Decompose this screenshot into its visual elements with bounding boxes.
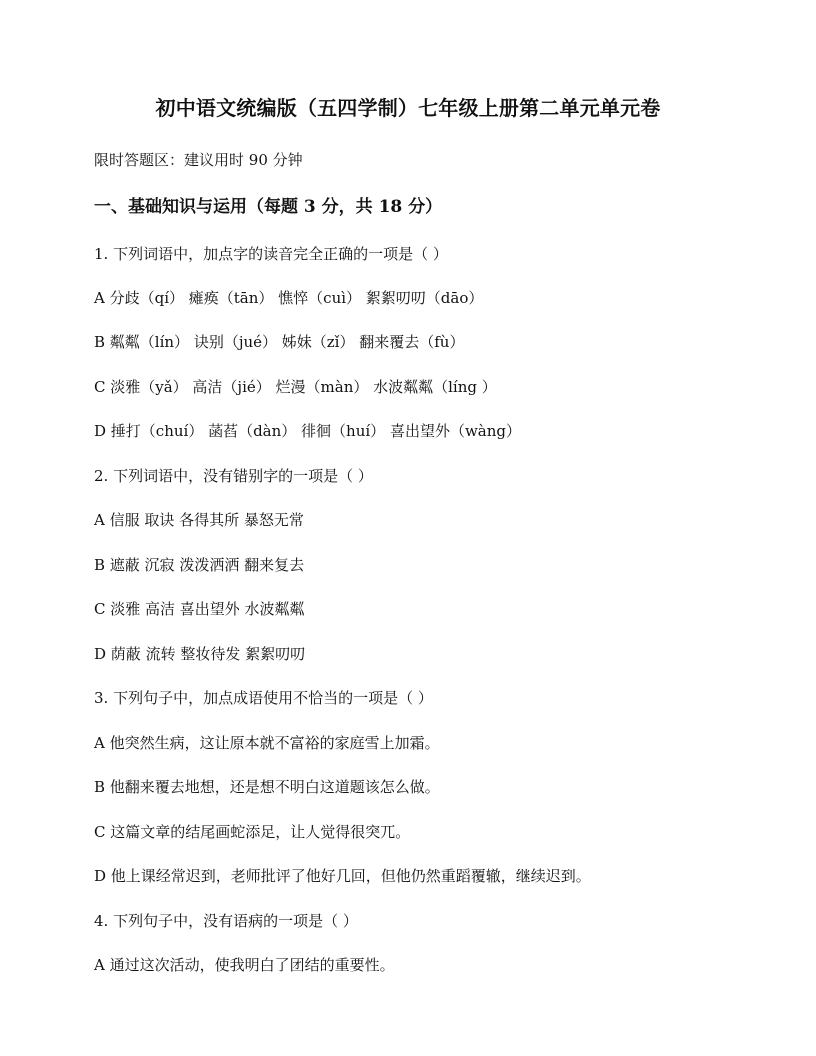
question-1-option-c: C 淡雅（yǎ） 高洁（jié） 烂漫（màn） 水波粼粼（líng ） <box>94 378 497 396</box>
question-3-option-b: B 他翻来覆去地想，还是想不明白这道题该怎么做。 <box>94 778 440 796</box>
question-1-option-b: B 粼粼（lín） 诀别（jué） 姊妹（zǐ） 翻来覆去（fù） <box>94 333 465 351</box>
question-3-option-c: C 这篇文章的结尾画蛇添足，让人觉得很突兀。 <box>94 823 411 841</box>
question-3: 3. 下列句子中，加点成语使用不恰当的一项是（ ） <box>94 689 433 707</box>
question-1-option-a: A 分歧（qí） 瘫痪（tān） 憔悴（cuì） 絮絮叨叨（dāo） <box>94 289 484 307</box>
question-3-option-d: D 他上课经常迟到，老师批评了他好几回，但他仍然重蹈覆辙，继续迟到。 <box>94 867 591 885</box>
section-heading: 一、基础知识与运用（每题 3 分，共 18 分） <box>94 197 443 217</box>
question-1: 1. 下列词语中，加点字的读音完全正确的一项是（ ） <box>94 245 448 263</box>
question-2: 2. 下列词语中，没有错别字的一项是（ ） <box>94 467 373 485</box>
document-title: 初中语文统编版（五四学制）七年级上册第二单元单元卷 <box>155 96 661 120</box>
question-2-option-d: D 荫蔽 流转 整妆待发 絮絮叨叨 <box>94 645 306 663</box>
question-2-option-a: A 信服 取诀 各得其所 暴怒无常 <box>94 511 304 529</box>
question-3-option-a: A 他突然生病，这让原本就不富裕的家庭雪上加霜。 <box>94 734 440 752</box>
question-4-option-a: A 通过这次活动，使我明白了团结的重要性。 <box>94 956 395 974</box>
question-2-option-b: B 遮蔽 沉寂 泼泼洒洒 翻来复去 <box>94 556 305 574</box>
question-4: 4. 下列句子中，没有语病的一项是（ ） <box>94 912 358 930</box>
question-2-option-c: C 淡雅 高洁 喜出望外 水波粼粼 <box>94 600 305 618</box>
question-1-option-d: D 捶打（chuí） 菡萏（dàn） 徘徊（huí） 喜出望外（wàng） <box>94 422 521 440</box>
time-note: 限时答题区：建议用时 90 分钟 <box>94 151 303 169</box>
